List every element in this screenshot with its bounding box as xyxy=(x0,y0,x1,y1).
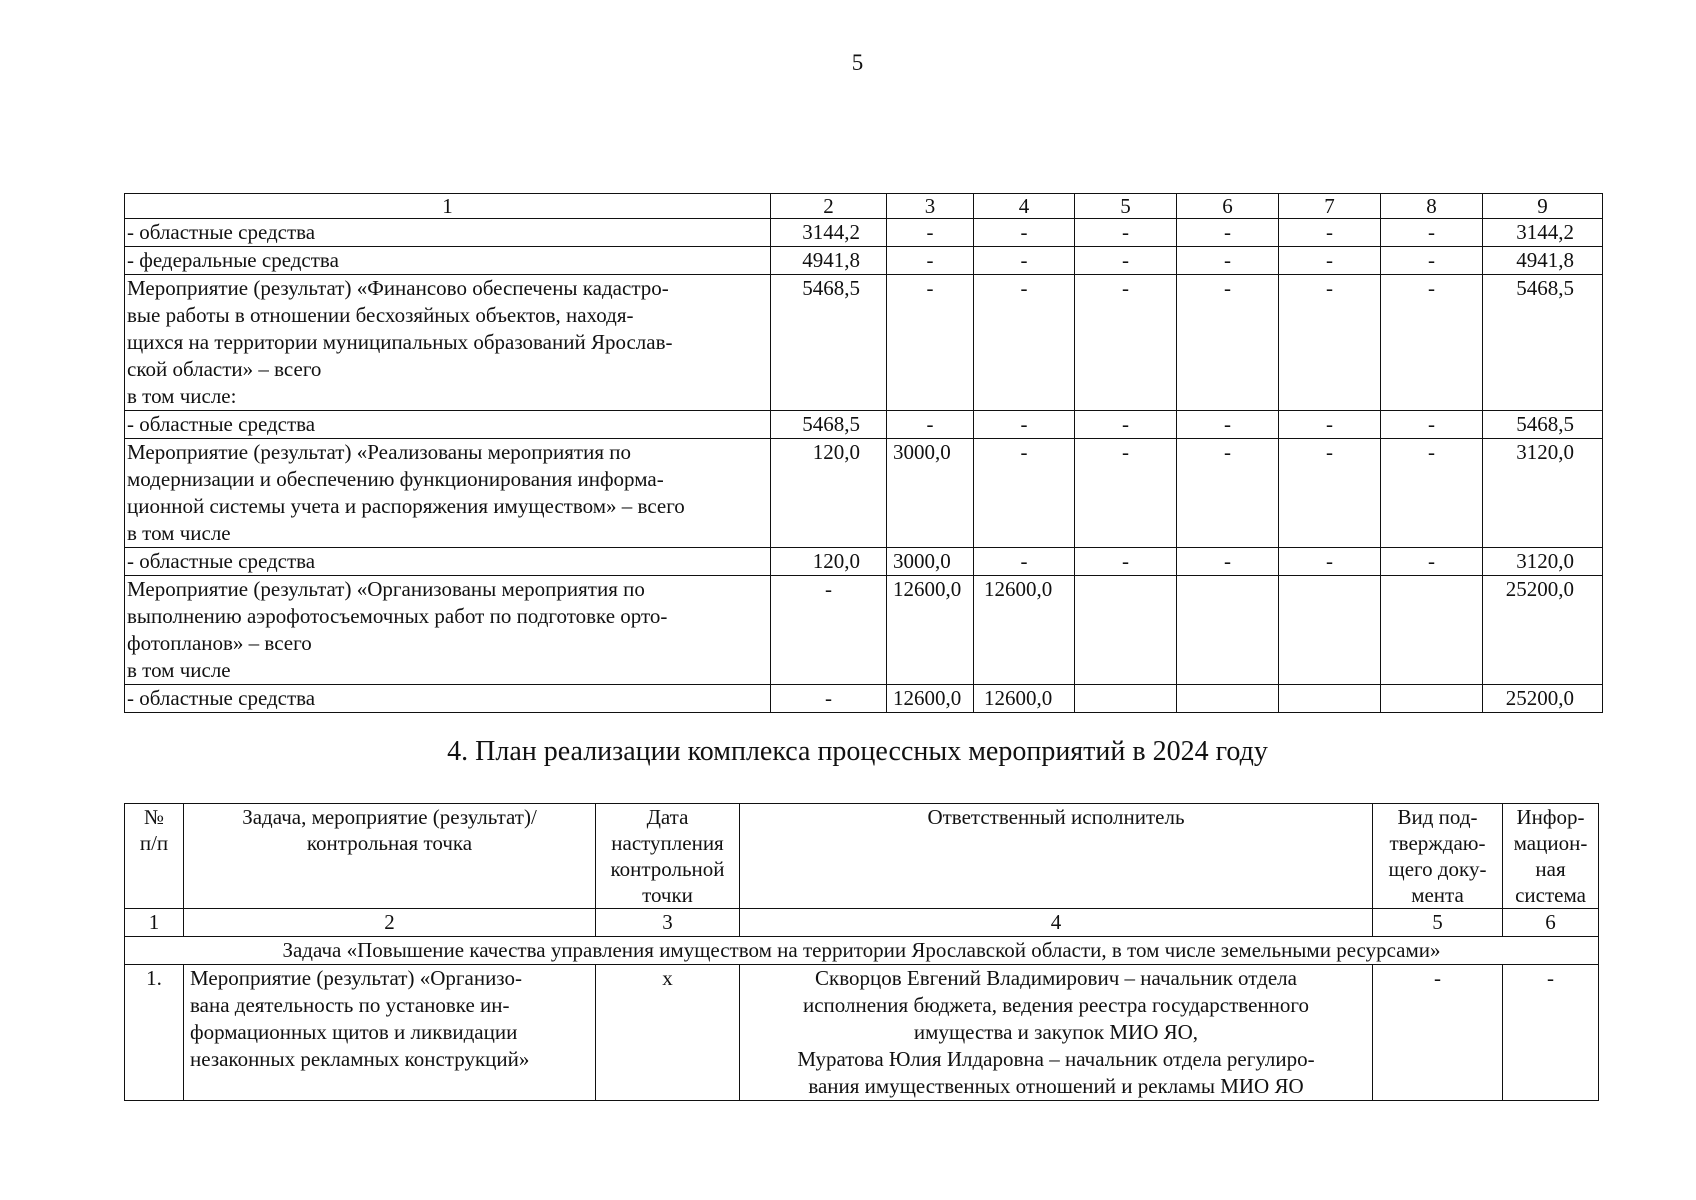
value-cell: - xyxy=(887,411,974,439)
header-line: № xyxy=(143,805,165,829)
responsible-line: вания имущественных отношений и рекламы МИО ЯО xyxy=(808,1074,1304,1098)
value-cell: - xyxy=(1075,219,1177,247)
value-cell: - xyxy=(974,411,1075,439)
plan-column-number: 1 xyxy=(125,909,184,937)
value-cell: - xyxy=(1381,411,1483,439)
row-label xyxy=(125,219,771,247)
header-line: Инфор- xyxy=(1516,805,1585,829)
column-number: 1 xyxy=(125,194,771,219)
value-cell: 120,0 xyxy=(771,548,887,576)
task-title: Задача «Повышение качества управления имуществом на территории Ярославской области, в том числе земельными ресурсами» xyxy=(125,937,1599,965)
value-cell: 3120,0 xyxy=(1483,548,1603,576)
value-cell: 3000,0 xyxy=(887,439,974,548)
value-cell xyxy=(1075,576,1177,685)
plan-column-numbers-row xyxy=(125,909,1599,937)
column-number: 9 xyxy=(1483,194,1603,219)
value-cell: - xyxy=(1177,275,1279,411)
value-cell: - xyxy=(1279,411,1381,439)
table-row xyxy=(125,275,1603,411)
value-cell xyxy=(1075,685,1177,713)
value-cell: 5468,5 xyxy=(771,275,887,411)
value-cell: - xyxy=(1075,411,1177,439)
value-cell: 120,0 xyxy=(771,439,887,548)
plan-header-row xyxy=(125,804,1599,909)
value-cell: 25200,0 xyxy=(1483,685,1603,713)
header-line: точки xyxy=(642,883,693,907)
row-label-line: - федеральные средства xyxy=(127,248,339,272)
plan-column-number: 3 xyxy=(596,909,740,937)
value-cell: - xyxy=(1177,411,1279,439)
value-cell: - xyxy=(974,548,1075,576)
value-cell: - xyxy=(771,576,887,685)
value-cell: - xyxy=(974,247,1075,275)
plan-column-number: 5 xyxy=(1373,909,1503,937)
value-cell: 12600,0 xyxy=(974,685,1075,713)
row-label xyxy=(125,411,771,439)
row-label-line: фотопланов» – всего xyxy=(127,631,312,655)
row-label-line: Мероприятие (результат) «Организованы мероприятия по xyxy=(127,577,645,601)
page-number: 5 xyxy=(851,50,864,75)
value-cell: 12600,0 xyxy=(974,576,1075,685)
financing-table-body xyxy=(125,194,1603,713)
value-cell: - xyxy=(1381,247,1483,275)
table-row xyxy=(125,576,1603,685)
table-row xyxy=(125,548,1603,576)
table-row xyxy=(125,439,1603,548)
value-cell xyxy=(1177,685,1279,713)
value-cell xyxy=(1381,685,1483,713)
row-label xyxy=(125,576,771,685)
column-number: 4 xyxy=(974,194,1075,219)
table-row xyxy=(125,411,1603,439)
value-cell: 4941,8 xyxy=(1483,247,1603,275)
row-label-line: Мероприятие (результат) «Финансово обеспечены кадастро- xyxy=(127,276,669,300)
event-cell xyxy=(184,965,596,1101)
value-cell: - xyxy=(1381,219,1483,247)
information-system-cell: - xyxy=(1503,965,1599,1101)
task-row xyxy=(125,937,1599,965)
column-number: 7 xyxy=(1279,194,1381,219)
table-row xyxy=(125,219,1603,247)
row-number: 1. xyxy=(125,965,184,1101)
value-cell: - xyxy=(974,275,1075,411)
responsible-line: имущества и закупок МИО ЯО, xyxy=(913,1020,1199,1044)
plan-column-header xyxy=(1373,804,1503,909)
value-cell: - xyxy=(1279,439,1381,548)
table-row xyxy=(125,247,1603,275)
row-label-line: в том числе xyxy=(127,658,231,682)
plan-table-body xyxy=(125,804,1599,1101)
value-cell: - xyxy=(1381,548,1483,576)
value-cell: - xyxy=(1381,439,1483,548)
value-cell xyxy=(1381,576,1483,685)
value-cell: 3144,2 xyxy=(1483,219,1603,247)
header-line: Ответственный исполнитель xyxy=(927,805,1185,829)
value-cell xyxy=(1279,576,1381,685)
responsible-line: Скворцов Евгений Владимирович – начальник отдела xyxy=(815,966,1297,990)
column-number: 5 xyxy=(1075,194,1177,219)
table-row xyxy=(125,685,1603,713)
row-label-line: Мероприятие (результат) «Реализованы мероприятия по xyxy=(127,440,631,464)
section-title: 4. План реализации комплекса процессных мероприятий в 2024 году xyxy=(447,736,1268,767)
value-cell: - xyxy=(974,219,1075,247)
column-number: 2 xyxy=(771,194,887,219)
value-cell: - xyxy=(887,219,974,247)
value-cell: 25200,0 xyxy=(1483,576,1603,685)
row-label xyxy=(125,247,771,275)
value-cell: - xyxy=(1177,548,1279,576)
value-cell xyxy=(1279,685,1381,713)
row-label-line: щихся на территории муниципальных образований Ярослав- xyxy=(127,330,673,354)
value-cell: - xyxy=(1075,439,1177,548)
header-line: щего доку- xyxy=(1388,857,1487,881)
row-label-line: ской области» – всего xyxy=(127,357,322,381)
plan-column-header xyxy=(125,804,184,909)
value-cell: 3120,0 xyxy=(1483,439,1603,548)
value-cell: - xyxy=(1279,548,1381,576)
row-label-line: - областные средства xyxy=(127,220,316,244)
header-line: мента xyxy=(1411,883,1464,907)
document-type-cell: - xyxy=(1373,965,1503,1101)
value-cell: 12600,0 xyxy=(887,576,974,685)
responsible-line: исполнения бюджета, ведения реестра государственного xyxy=(803,993,1309,1017)
header-line: п/п xyxy=(139,831,169,855)
responsible-cell xyxy=(740,965,1373,1101)
value-cell: - xyxy=(1177,439,1279,548)
column-number: 8 xyxy=(1381,194,1483,219)
value-cell xyxy=(1177,576,1279,685)
value-cell: 12600,0 xyxy=(887,685,974,713)
header-line: система xyxy=(1515,883,1586,907)
header-line: ная xyxy=(1535,857,1566,881)
value-cell: 3000,0 xyxy=(887,548,974,576)
row-label-line: модернизации и обеспечению функционирования информа- xyxy=(127,467,664,491)
value-cell: - xyxy=(1075,247,1177,275)
event-line: формационных щитов и ликвидации xyxy=(190,1020,518,1044)
value-cell: - xyxy=(1279,247,1381,275)
value-cell: - xyxy=(1075,548,1177,576)
column-number: 3 xyxy=(887,194,974,219)
value-cell: 5468,5 xyxy=(1483,411,1603,439)
plan-column-header xyxy=(596,804,740,909)
plan-column-header xyxy=(1503,804,1599,909)
header-line: контрольная точка xyxy=(306,831,473,855)
header-line: Задача, мероприятие (результат)/ xyxy=(242,805,537,829)
plan-column-header xyxy=(184,804,596,909)
plan-column-number: 2 xyxy=(184,909,596,937)
value-cell: 5468,5 xyxy=(771,411,887,439)
event-line: незаконных рекламных конструкций» xyxy=(190,1047,530,1071)
table-header-row xyxy=(125,194,1603,219)
row-label-line: - областные средства xyxy=(127,686,316,710)
row-label-line: - областные средства xyxy=(127,412,316,436)
header-line: мацион- xyxy=(1513,831,1588,855)
value-cell: - xyxy=(887,247,974,275)
value-cell: - xyxy=(974,439,1075,548)
value-cell: - xyxy=(1177,219,1279,247)
value-cell: - xyxy=(1279,275,1381,411)
event-line: Мероприятие (результат) «Организо- xyxy=(190,966,522,990)
header-line: Вид под- xyxy=(1397,805,1478,829)
header-line: контрольной xyxy=(610,857,725,881)
value-cell: - xyxy=(771,685,887,713)
column-number: 6 xyxy=(1177,194,1279,219)
financing-table xyxy=(124,193,1603,713)
row-label-line: ционной системы учета и распоряжения имуществом» – всего xyxy=(127,494,685,518)
value-cell: 3144,2 xyxy=(771,219,887,247)
value-cell: - xyxy=(887,275,974,411)
plan-row xyxy=(125,965,1599,1101)
row-label xyxy=(125,685,771,713)
row-label-line: в том числе: xyxy=(127,384,237,408)
value-cell: - xyxy=(1075,275,1177,411)
row-label xyxy=(125,548,771,576)
value-cell: - xyxy=(1279,219,1381,247)
value-cell: - xyxy=(1381,275,1483,411)
row-label-line: вые работы в отношении бесхозяйных объектов, находя- xyxy=(127,303,634,327)
header-line: тверждаю- xyxy=(1389,831,1486,855)
row-label xyxy=(125,275,771,411)
event-line: вана деятельность по установке ин- xyxy=(190,993,510,1017)
value-cell: - xyxy=(1177,247,1279,275)
plan-table xyxy=(124,803,1599,1101)
row-label-line: в том числе xyxy=(127,521,231,545)
value-cell: 4941,8 xyxy=(771,247,887,275)
responsible-line: Муратова Юлия Илдаровна – начальник отдела регулиро- xyxy=(797,1047,1315,1071)
date-cell: х xyxy=(596,965,740,1101)
row-label-line: выполнению аэрофотосъемочных работ по подготовке орто- xyxy=(127,604,668,628)
plan-column-number: 4 xyxy=(740,909,1373,937)
plan-column-number: 6 xyxy=(1503,909,1599,937)
plan-column-header xyxy=(740,804,1373,909)
header-line: наступления xyxy=(611,831,724,855)
row-label-line: - областные средства xyxy=(127,549,316,573)
header-line: Дата xyxy=(646,805,689,829)
row-label xyxy=(125,439,771,548)
value-cell: 5468,5 xyxy=(1483,275,1603,411)
